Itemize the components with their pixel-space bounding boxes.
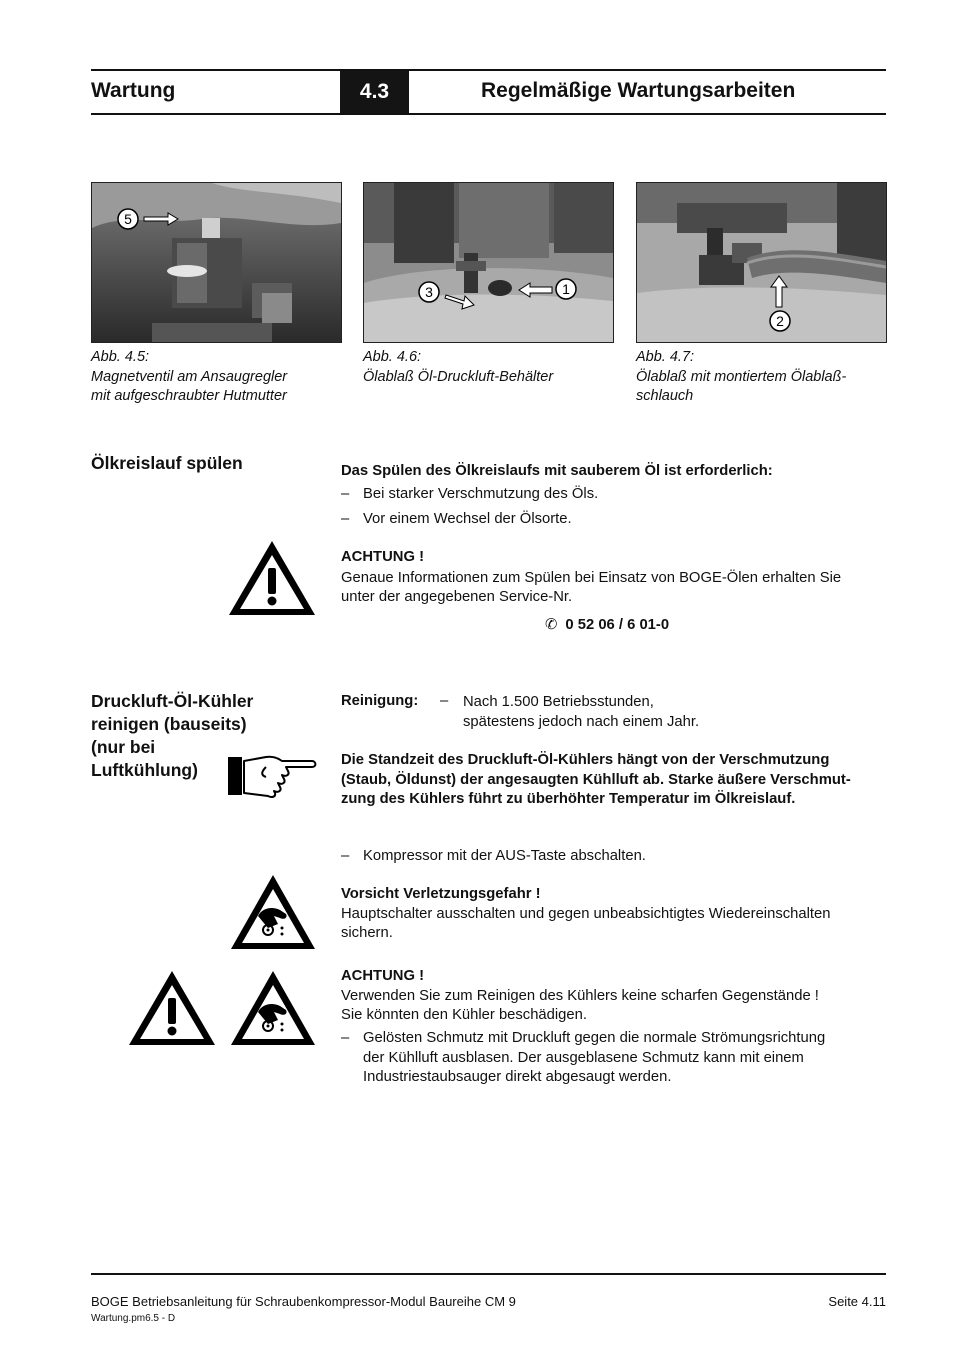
figure-4-6-photo [363, 182, 614, 343]
callout-3: 3 [425, 284, 433, 300]
service-phone [545, 616, 669, 633]
footer-file-name: Wartung.pm6.5 - D [91, 1313, 176, 1324]
cleaning-label: Reinigung: [341, 693, 419, 709]
cooler-note: Die Standzeit des Druckluft-Öl-Kühlers hängt von der Verschmutzung (Staub, Öldunst) der angesaugten Kühlluft ab. Starke äußere Verschmut- zung des Kühlers führt zu überhöhter Temperatur im Ölkreislauf. [341, 752, 851, 807]
warning-text: Sie könnten den Kühler beschädigen. [341, 1007, 587, 1023]
figure-4-7-caption [636, 348, 886, 407]
section-number: 4.3 [340, 71, 409, 113]
hand-injury-warning-icon [228, 872, 318, 952]
hand-injury-warning-icon [228, 968, 318, 1048]
pointing-hand-icon [226, 753, 318, 799]
header-top-rule [91, 69, 886, 71]
footer-manual-title: BOGE Betriebsanleitung für Schraubenkompressor-Modul Baureihe CM 9 [91, 1294, 516, 1309]
chapter-title: Wartung [91, 79, 176, 102]
footer-rule [91, 1273, 886, 1275]
phone-icon: ✆ [545, 617, 558, 633]
warning-label: ACHTUNG ! [341, 968, 425, 984]
header-bottom-rule [91, 113, 886, 115]
list-item: – Bei starker Verschmutzung des Öls. [341, 486, 599, 502]
warning-triangle-icon [126, 968, 218, 1048]
caption-number: Abb. 4.6: [363, 349, 422, 365]
caption-text: schlauch [636, 388, 694, 404]
caution-label: Vorsicht Verletzungsgefahr ! [341, 886, 541, 902]
figure-4-6-caption [363, 348, 613, 387]
warning-text: Genaue Informationen zum Spülen bei Einsatz von BOGE-Ölen erhalten Sie [341, 570, 842, 586]
cleaning-interval: Nach 1.500 Betriebsstunden, spätestens jedoch nach einem Jahr. [463, 694, 700, 730]
caption-text: Ölablaß Öl-Druckluft-Behälter [363, 368, 554, 385]
section-title: Regelmäßige Wartungsarbeiten [481, 79, 796, 102]
figure-4-7-photo [636, 182, 887, 343]
warning-text: unter der angegebenen Service-Nr. [341, 589, 573, 605]
caption-number: Abb. 4.7: [636, 349, 695, 365]
warning-triangle-icon [226, 538, 318, 618]
warning-label: ACHTUNG ! [341, 549, 425, 565]
caution-text: sichern. [341, 925, 393, 941]
section-heading-cooler-cleaning: Druckluft-Öl-Kühler reinigen (bauseits) (nur bei Luftkühlung) [91, 691, 254, 780]
footer-page-number: Seite 4.11 [828, 1294, 886, 1309]
callout-2: 2 [776, 313, 784, 329]
caption-number: Abb. 4.5: [91, 349, 150, 365]
phone-number: 0 52 06 / 6 01-0 [565, 617, 670, 633]
list-item: – Gelösten Schmutz mit Druckluft gegen die normale Strömungsrichtung der Kühlluft ausblasen. Der ausgeblasene Schmutz kann mit einem Industriestaubsauger direkt abgesaugt werden. [341, 1030, 826, 1085]
caption-text: Ölablaß mit montiertem Ölablaß- [636, 368, 847, 385]
callout-1: 1 [562, 281, 570, 297]
cleaning-dash: – [440, 693, 449, 709]
oil-flush-intro: Das Spülen des Ölkreislaufs mit sauberem Öl ist erforderlich: [341, 463, 773, 479]
caution-text: Hauptschalter ausschalten und gegen unbeabsichtigtes Wiedereinschalten [341, 906, 831, 922]
caption-text: Magnetventil am Ansaugregler [91, 368, 288, 385]
callout-5: 5 [124, 211, 132, 227]
section-heading-oil-flush: Ölkreislauf spülen [91, 453, 243, 473]
figure-4-5-photo [91, 182, 342, 343]
list-item: – Vor einem Wechsel der Ölsorte. [341, 511, 572, 527]
warning-text: Verwenden Sie zum Reinigen des Kühlers keine scharfen Gegenstände ! [341, 988, 819, 1004]
list-item: – Kompressor mit der AUS-Taste abschalten. [341, 848, 646, 864]
figure-4-5-caption [91, 348, 341, 407]
caption-text: mit aufgeschraubter Hutmutter [91, 388, 287, 404]
